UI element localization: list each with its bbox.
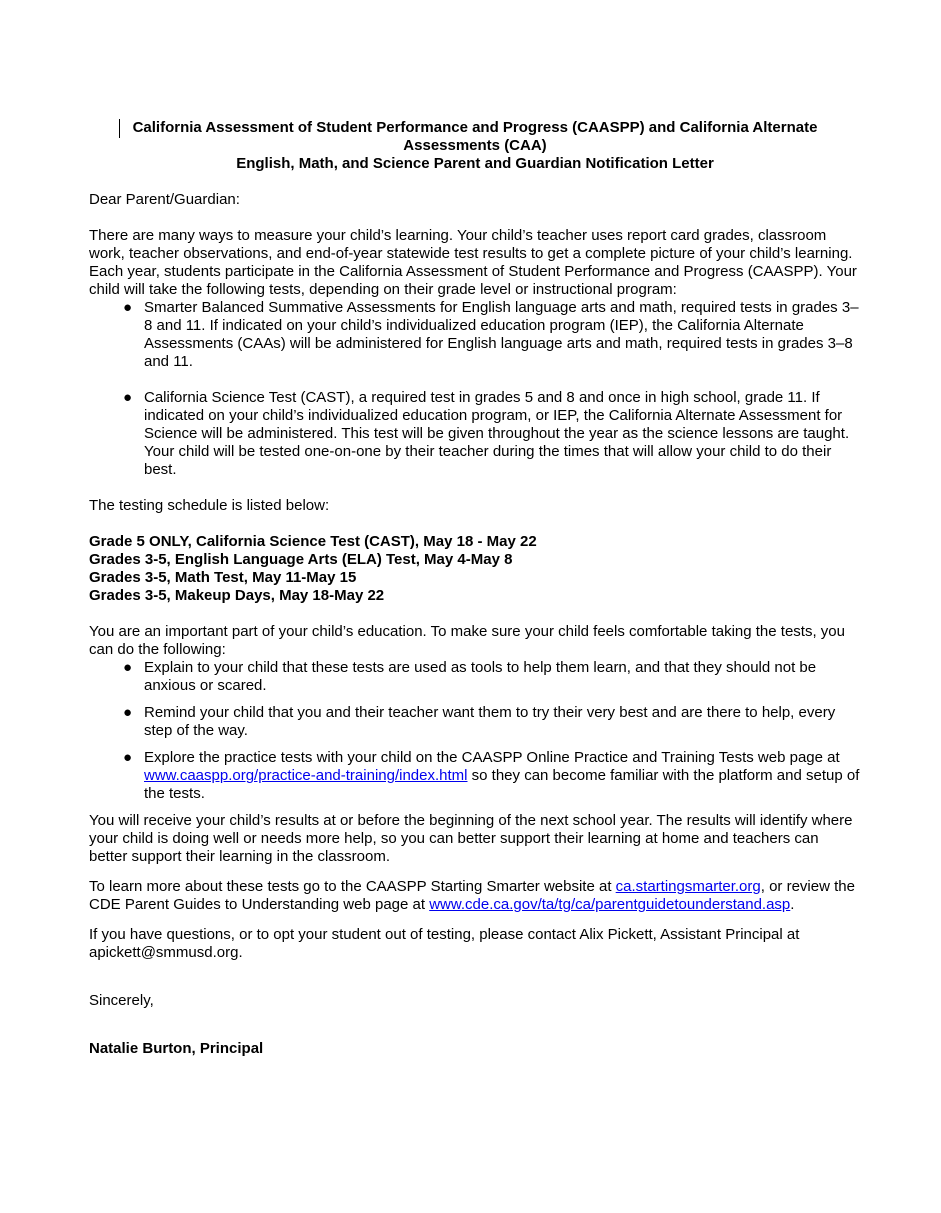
tip-text-after: so they can become familiar with the platform and setup of the tests. (144, 767, 860, 802)
tip-text: Remind your child that you and their teacher want them to try their very best and are there to help, every step of the way. (144, 704, 836, 739)
bullet-icon: ● (123, 659, 133, 676)
title-line-1: California Assessment of Student Performance and Progress (CAASPP) and California Alternate Assessments (CAA) (132, 119, 818, 154)
list-item (89, 704, 861, 740)
starting-smarter-link[interactable]: ca.startingsmarter.org (615, 878, 761, 895)
intro-paragraph: There are many ways to measure your child’s learning. Your child’s teacher uses report card grades, classroom work, teacher observations, and end-of-year statewide test results to get a complete picture of your child’s learning. Each year, students participate in the California Assessment of Student Performance and Progress (CAASPP). Your child will take the following tests, depending on their grade level or instructional program: (89, 227, 857, 298)
practice-tests-link[interactable]: www.caaspp.org/practice-and-training/index.html (144, 767, 468, 784)
learn-more-middle: , or review the CDE Parent Guides to Understanding web page at (89, 878, 855, 913)
schedule-line: Grades 3-5, Math Test, May 11-May 15 (89, 569, 357, 586)
greeting: Dear Parent/Guardian: (89, 191, 240, 208)
letter-page (89, 119, 861, 1058)
schedule-line: Grade 5 ONLY, California Science Test (CAST), May 18 - May 22 (89, 533, 537, 550)
tip-text (144, 749, 859, 802)
schedule-line: Grades 3-5, English Language Arts (ELA) Test, May 4-May 8 (89, 551, 513, 568)
bullet-icon: ● (123, 704, 133, 721)
list-item (89, 299, 861, 371)
schedule-intro: The testing schedule is listed below: (89, 497, 330, 514)
learn-more-after: . (790, 896, 795, 913)
tip-text: Explain to your child that these tests are used as tools to help them learn, and that they should not be anxious or scared. (144, 659, 817, 694)
parent-guide-link[interactable]: www.cde.ca.gov/ta/tg/ca/parentguidetounderstand.asp (429, 896, 791, 913)
support-intro: You are an important part of your child’s education. To make sure your child feels comfortable taking the tests, you can do the following: (89, 623, 845, 658)
test-item-text: California Science Test (CAST), a required test in grades 5 and 8 and once in high school, grade 11. If indicated on your child’s individualized education program, or IEP, the California Alternate Assessment for Science will be administered. This test will be given throughout the year as the science lessons are taught. Your child will be tested one-on-one by their teacher during the times that will allow your child to do their best. (144, 389, 850, 478)
tips-list (89, 659, 861, 803)
test-item-text: Smarter Balanced Summative Assessments for English language arts and math, required tests in grades 3–8 and 11. If indicated on your child’s individualized education program (IEP), the California Alternate Assessments (CAAs) will be administered for English language arts and math, required tests in grades 3–8 and 11. (144, 299, 859, 370)
list-item (89, 389, 861, 479)
title-line-2: English, Math, and Science Parent and Guardian Notification Letter (236, 155, 714, 172)
text-cursor (119, 119, 120, 138)
letter-title (89, 119, 861, 173)
signature: Natalie Burton, Principal (89, 1040, 264, 1057)
contact-paragraph: If you have questions, or to opt your student out of testing, please contact Alix Pickett, Assistant Principal at apickett@smmusd.org. (89, 926, 800, 961)
list-item (89, 749, 861, 803)
bullet-icon: ● (123, 389, 133, 406)
tip-text-before: Explore the practice tests with your child on the CAASPP Online Practice and Training Tests web page at (144, 749, 840, 766)
learn-more-before: To learn more about these tests go to the CAASPP Starting Smarter website at (89, 878, 616, 895)
closing: Sincerely, (89, 992, 154, 1009)
bullet-icon: ● (123, 299, 133, 316)
schedule-line: Grades 3-5, Makeup Days, May 18-May 22 (89, 587, 385, 604)
bullet-icon: ● (123, 749, 133, 766)
learn-more-paragraph (89, 878, 861, 914)
list-item (89, 659, 861, 695)
results-paragraph: You will receive your child’s results at or before the beginning of the next school year. The results will identify where your child is doing well or needs more help, so you can better support their learning at home and teachers can better support their learning in the classroom. (89, 812, 853, 865)
testing-schedule (89, 533, 861, 605)
tests-list (89, 299, 861, 479)
